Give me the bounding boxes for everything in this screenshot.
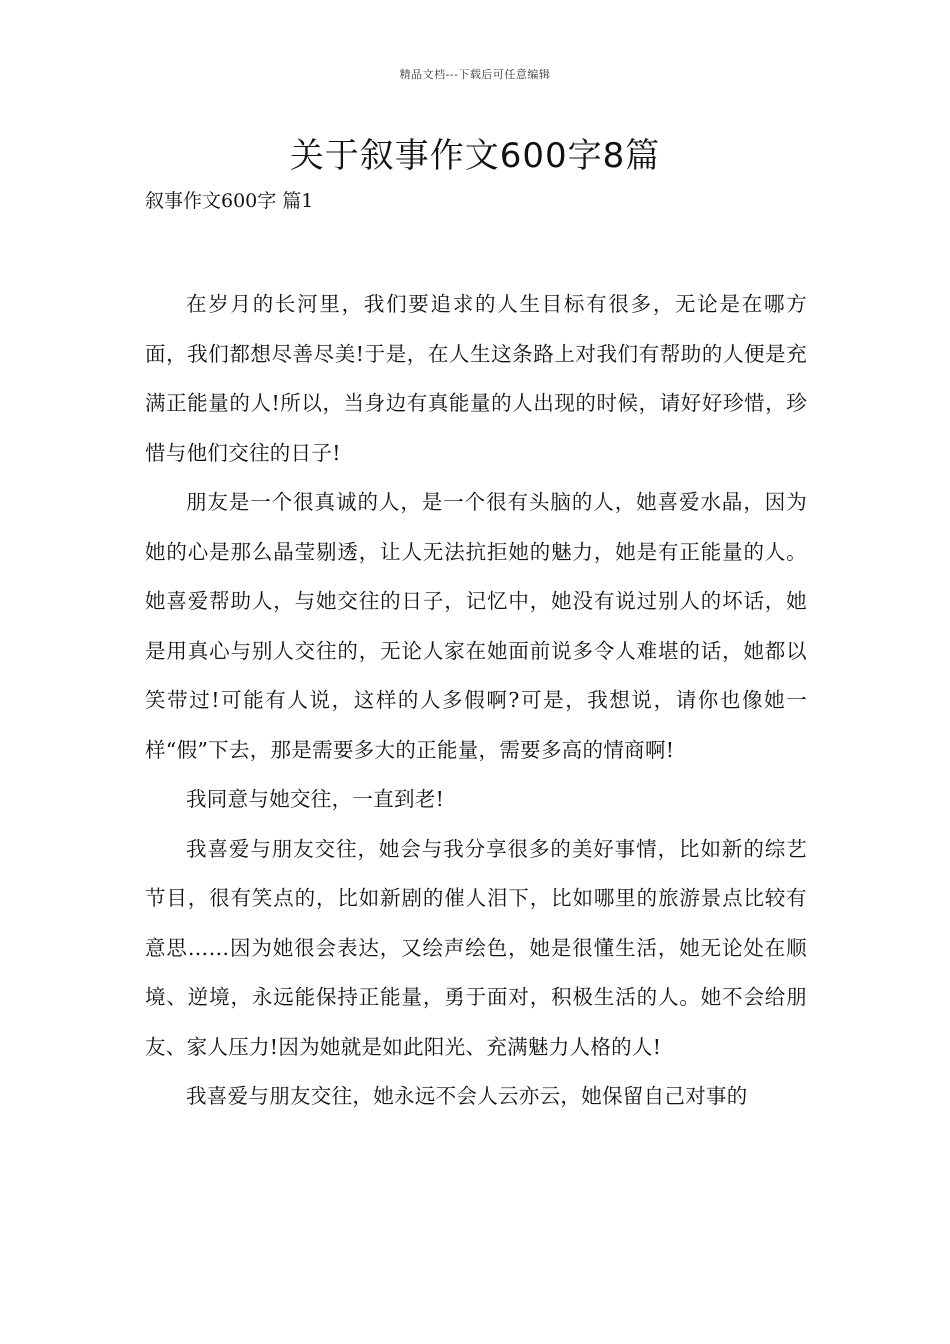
- section-heading: 叙事作文600字 篇1: [145, 190, 314, 212]
- header-note: 精品文档---下载后可任意编辑: [399, 68, 551, 81]
- document-title: 关于叙事作文600字8篇: [289, 136, 661, 176]
- paragraph: 我喜爱与朋友交往，她会与我分享很多的美好事情，比如新的综艺节目，很有笑点的，比如新剧的催人泪下，比如哪里的旅游景点比较有意思……因为她很会表达，又绘声绘色，她是很懂生活，她无论处在顺境、逆境，永远能保持正能量，勇于面对，积极生活的人。她不会给朋友、家人压力!因为她就是如此阳光、充满魅力人格的人!: [145, 836, 807, 1059]
- paragraph: 我喜爱与朋友交往，她永远不会人云亦云，她保留自己对事的: [186, 1084, 748, 1108]
- paragraph: 我同意与她交往，一直到老!: [186, 787, 445, 811]
- body-text: [145, 280, 807, 1122]
- paragraph: 在岁月的长河里，我们要追求的人生目标有很多，无论是在哪方面，我们都想尽善尽美!于是，在人生这条路上对我们有帮助的人便是充满正能量的人!所以，当身边有真能量的人出现的时候，请好好珍惜，珍惜与他们交往的日子!: [145, 292, 807, 465]
- paragraph: 朋友是一个很真诚的人，是一个很有头脑的人，她喜爱水晶，因为她的心是那么晶莹剔透，让人无法抗拒她的魅力，她是有正能量的人。她喜爱帮助人，与她交往的日子，记忆中，她没有说过别人的坏话，她是用真心与别人交往的，无论人家在她面前说多令人难堪的话，她都以笑带过!可能有人说，这样的人多假啊?可是，我想说，请你也像她一样“假”下去，那是需要多大的正能量，需要多高的情商啊!: [145, 490, 807, 762]
